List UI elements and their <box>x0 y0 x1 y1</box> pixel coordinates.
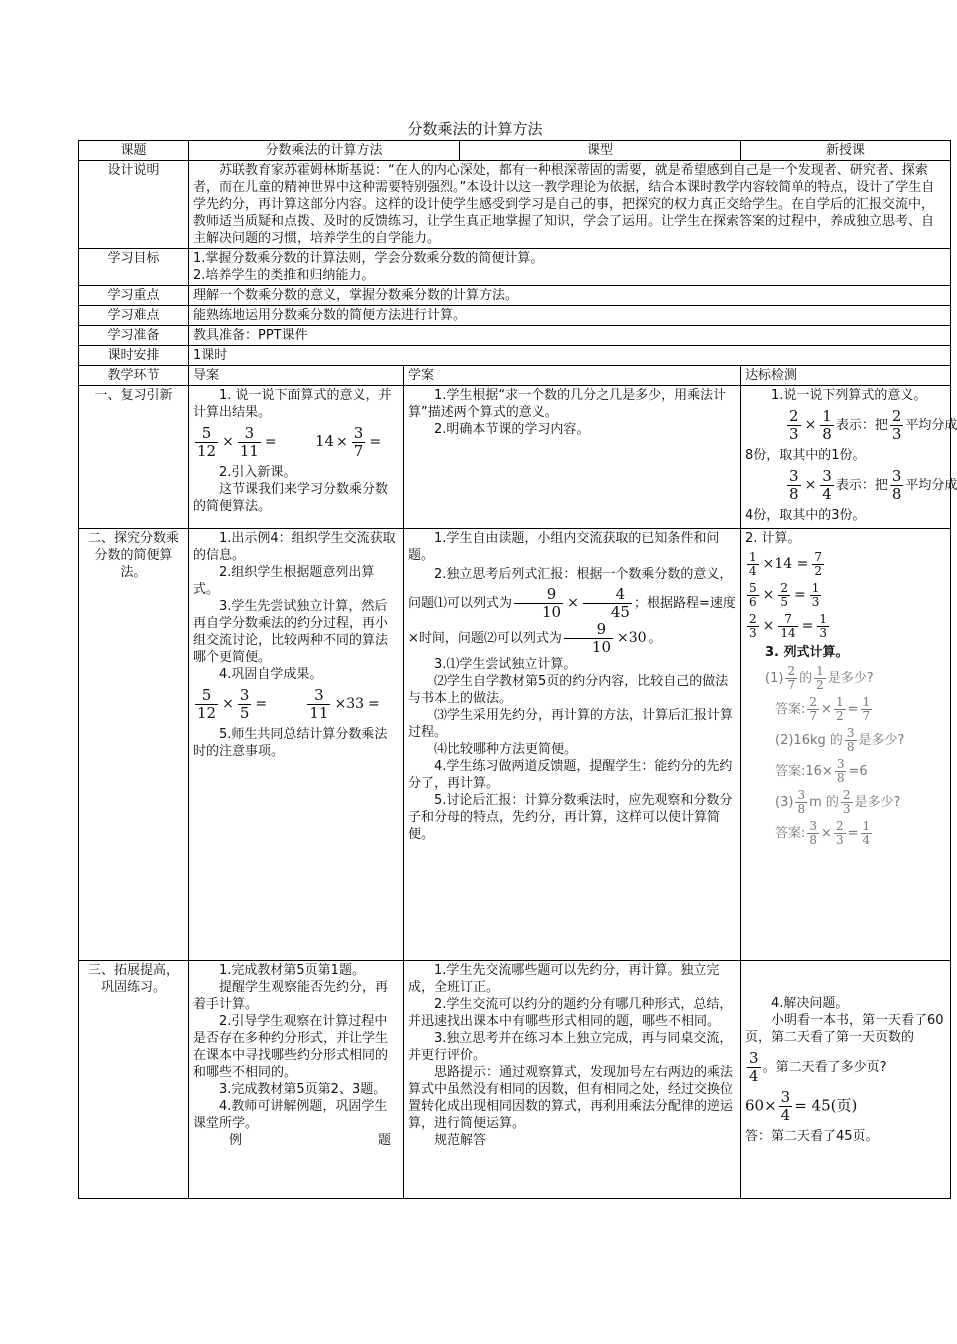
fraction: $\frac{2}{3}$ <box>789 407 799 443</box>
fraction: $\frac{9}{10}$ <box>564 621 613 656</box>
type-value: 新授课 <box>741 141 951 161</box>
study-text: 2.独立思考后列式汇报：根据一个数乘分数的意义，问题⑴可以列式为 $\frac{9}{10}$ × $\frac{4}{45}$ ；根据路程=速度×时间，问题⑵可以列式为 $\frac{9}{10}$ ×30 。 <box>408 567 736 656</box>
study-text: 1.学生自由读题，小组内交流获取的已知条件和问题。 <box>408 531 720 563</box>
guide-text: 2.组织学生根据题意列出算式。 <box>193 565 375 597</box>
type-label: 课型 <box>460 141 741 161</box>
column-header-row <box>79 366 951 386</box>
fraction: $\frac{1}{2}$ <box>816 664 824 692</box>
guide-text: 2.引导学生观察在计算过程中是否存在多种约分形式，并让学生在课本中寻找哪些约分形式相同的和哪些不相同的。 <box>193 1014 389 1080</box>
prep-row <box>79 326 951 346</box>
fraction: $\frac{2}{7}$ <box>787 664 796 692</box>
guide-text: 3.学生先尝试独立计算，然后再自学分数乘法的约分过程，再小组交流讨论，比较两种不同的算法哪个更简便。 <box>193 599 389 665</box>
check-text: 4.解决问题。 <box>771 996 849 1011</box>
study-text: 1.学生根据“求一个数的几分之几是多少，用乘法计算”描述两个算式的意义。 <box>408 388 727 420</box>
key-point-row <box>79 286 951 306</box>
check-heading: 2. 计算。 <box>745 531 801 546</box>
study-text: 2.学生交流可以约分的题约分有哪几种形式，总结，并迅速找出课本中有哪些形式相同的题，哪些不相同。 <box>408 997 733 1029</box>
guide-text: 5.师生共同总结计算分数乘法时的注意事项。 <box>193 727 388 759</box>
check-text: 1.说一说下列算式的意义。 <box>771 388 927 403</box>
fraction: $\frac{3}{8}$ <box>797 788 806 816</box>
math-expression: $\frac{3}{4}$ 。第二天看了多少页? <box>749 1049 887 1085</box>
schedule-row <box>79 346 951 366</box>
fraction: $\frac{3}{8}$ <box>809 819 818 847</box>
fraction: $\frac{2}{7}$ <box>809 695 818 723</box>
stage-label: 二、探究分数乘分数的简便算法。 <box>79 529 189 961</box>
schedule-label: 课时安排 <box>79 346 189 366</box>
design-row <box>79 161 951 249</box>
check-cell <box>741 961 951 1199</box>
math-expression: $\frac{1}{4}$ ×14 = $\frac{7}{2}$ <box>749 550 823 578</box>
fraction: $\frac{2}{5}$ <box>780 581 789 609</box>
math-expression: 答案: $\frac{2}{7}$ × $\frac{1}{2}$ = $\frac{1}{7}$ <box>775 695 871 723</box>
math-expression: $\frac{3}{8}$ × $\frac{3}{4}$ 表示：把 $\frac{3}{8}$ 平均分成 <box>789 467 957 503</box>
study-cell <box>404 386 741 529</box>
fraction: $\frac{5}{12}$ <box>197 424 217 460</box>
math-expression: $\frac{5}{12}$ × $\frac{3}{5}$ = $\frac{3}{11}$ ×33 = <box>197 686 380 722</box>
math-expression: $\frac{2}{3}$ × $\frac{1}{8}$ 表示：把 $\frac{2}{3}$ 平均分成 <box>789 407 957 443</box>
fraction: $\frac{3}{4}$ <box>780 1088 791 1124</box>
study-text: 4.学生练习做两道反馈题，提醒学生：能约分的先约分了，再计算。 <box>408 759 733 791</box>
design-text: 苏联教育家苏霍姆林斯基说：“在人的内心深处，都有一种根深蒂固的需要，就是希望感到自己是一个发现者、研究者、探索者，而在儿童的精神世界中这种需要特别强烈。”本设计以这一教学理论为依据，结合本课时教学内容较简单的特点，设计了学生自学先约分，再计算这部分内容。这样的设计使学生感受到学习是自己的事，把探究的权力真正交给学生。在自学后的汇报交流中，教师适当质疑和点拨、及时的反馈练习，让学生真正地掌握了知识，学会了运用。让学生在探索答案的过程中，养成独立思考、自主解决问题的习惯，培养学生的自学能力。 <box>193 163 935 246</box>
check-text: 答：第二天看了45页。 <box>745 1129 879 1144</box>
guide-cell <box>189 386 404 529</box>
guide-text: 1.出示例4：组织学生交流获取的信息。 <box>193 531 396 563</box>
math-expression: 答案:16× $\frac{3}{8}$ =6 <box>775 757 868 785</box>
fraction: $\frac{2}{3}$ <box>749 612 757 640</box>
section-review-row <box>79 386 951 529</box>
lesson-plan-table <box>78 140 957 1199</box>
study-cell <box>404 529 741 961</box>
topic-value: 分数乘法的计算方法 <box>189 141 460 161</box>
math-expression: $\frac{5}{12}$ × $\frac{3}{11}$ = 14 × $\frac{3}{7}$ = <box>197 424 382 460</box>
col-study: 学案 <box>404 366 741 386</box>
fraction: $\frac{3}{8}$ <box>836 757 845 785</box>
fraction: $\frac{5}{12}$ <box>197 686 217 722</box>
goal-item: 1.掌握分数乘分数的计算法则，学会分数乘分数的简便计算。 <box>193 251 544 266</box>
prep-text: 教具准备：PPT课件 <box>189 326 951 346</box>
section-explore-row <box>79 529 951 961</box>
guide-text: 1.完成教材第5页第1题。 <box>219 963 365 978</box>
header-row <box>79 141 951 161</box>
fraction: $\frac{1}{2}$ <box>835 695 844 723</box>
math-expression: (3) $\frac{3}{8}$ m 的 $\frac{2}{3}$ 是多少? <box>775 788 901 816</box>
fraction: $\frac{1}{4}$ <box>862 819 871 847</box>
math-expression: $\frac{2}{3}$ × $\frac{7}{14}$ = $\frac{1}{3}$ <box>749 612 828 640</box>
check-text: 小明看一本书，第一天看了60页，第二天看了第一天页数的 <box>745 1013 944 1045</box>
guide-text: 这节课我们来学习分数乘分数的简便算法。 <box>193 482 389 514</box>
check-text: 8份，取其中的1份。 <box>745 448 866 463</box>
math-expression: 60× $\frac{3}{4}$ = 45(页) <box>745 1088 858 1124</box>
guide-text: 2.引入新课。 <box>219 465 297 480</box>
study-text: ⑷比较哪种方法更简便。 <box>434 742 578 757</box>
fraction: $\frac{3}{8}$ <box>846 726 855 754</box>
key-point-text: 理解一个数乘分数的意义，掌握分数乘分数的计算方法。 <box>189 286 951 306</box>
fraction: $\frac{7}{2}$ <box>814 550 823 578</box>
section-extend-row <box>79 961 951 1199</box>
goal-item: 2.培养学生的类推和归纳能力。 <box>193 268 375 283</box>
study-text: ⑵学生自学教材第5页的约分内容，比较自己的做法与书本上的做法。 <box>408 674 729 706</box>
study-text: 规范解答 <box>434 1133 487 1148</box>
fraction: $\frac{1}{4}$ <box>749 550 757 578</box>
guide-text: 1. 说一说下面算式的意义，并计算出结果。 <box>193 388 392 420</box>
fraction: $\frac{2}{3}$ <box>842 788 851 816</box>
math-expression: (1) $\frac{2}{7}$ 的 $\frac{1}{2}$ 是多少? <box>765 664 874 692</box>
guide-cell <box>189 529 404 961</box>
fraction: $\frac{3}{4}$ <box>822 467 832 503</box>
fraction: $\frac{3}{8}$ <box>891 467 902 503</box>
fraction: $\frac{3}{8}$ <box>789 467 799 503</box>
col-stage: 教学环节 <box>79 366 189 386</box>
key-point-label: 学习重点 <box>79 286 189 306</box>
fraction: $\frac{2}{3}$ <box>891 407 902 443</box>
study-text: 1.学生先交流哪些题可以先约分，再计算。独立完成，全班订正。 <box>408 963 720 995</box>
fraction: $\frac{1}{7}$ <box>862 695 871 723</box>
topic-label: 课题 <box>79 141 189 161</box>
col-check: 达标检测 <box>741 366 951 386</box>
page-title: 分数乘法的计算方法 <box>407 120 543 138</box>
study-text: 5.讨论后汇报：计算分数乘法时，应先观察和分数分子和分母的特点，先约分，再计算，这样可以使计算简便。 <box>408 793 733 842</box>
check-cell <box>741 529 951 961</box>
guide-text: 3.完成教材第5页第2、3题。 <box>219 1082 387 1097</box>
study-cell <box>404 961 741 1199</box>
col-guide: 导案 <box>189 366 404 386</box>
fraction: $\frac{3}{11}$ <box>239 424 259 460</box>
fraction: $\frac{1}{8}$ <box>822 407 832 443</box>
study-text: 思路提示：通过观察算式，发现加号左右两边的乘法算式中虽然没有相同的因数，但有相同之处，经过交换位置转化成出现相同因数的算式，再利用乘法分配律的逆运算，进行简便运算。 <box>408 1065 734 1131</box>
fraction: $\frac{9}{10}$ <box>514 586 563 621</box>
prep-label: 学习准备 <box>79 326 189 346</box>
fraction: $\frac{5}{6}$ <box>749 581 757 609</box>
study-text: 2.明确本节课的学习内容。 <box>434 422 590 437</box>
study-text: 3.独立思考并在练习本上独立完成，再与同桌交流，并更行评价。 <box>408 1031 733 1063</box>
fraction: $\frac{3}{11}$ <box>309 686 329 722</box>
study-text: 3.⑴学生尝试独立计算。 <box>434 657 577 672</box>
fraction: $\frac{4}{45}$ <box>583 586 632 621</box>
fraction: $\frac{1}{3}$ <box>811 581 820 609</box>
difficulty-text: 能熟练地运用分数乘分数的简便方法进行计算。 <box>189 306 951 326</box>
fraction: $\frac{3}{5}$ <box>239 686 250 722</box>
guide-text: 提醒学生观察能否先约分，再着手计算。 <box>193 980 389 1012</box>
check-cell <box>741 386 957 529</box>
math-expression: (2)16kg 的 $\frac{3}{8}$ 是多少? <box>775 726 905 754</box>
guide-text: 4.巩固自学成果。 <box>219 667 323 682</box>
stage-label: 三、拓展提高，巩固练习。 <box>79 961 189 1199</box>
fraction: $\frac{2}{3}$ <box>835 819 844 847</box>
stage-label: 一、复习引新 <box>79 386 189 529</box>
check-text: 4份，取其中的3份。 <box>745 508 866 523</box>
math-expression: 答案: $\frac{3}{8}$ × $\frac{2}{3}$ = $\frac{1}{4}$ <box>775 819 871 847</box>
difficulty-row <box>79 306 951 326</box>
guide-text: 例 题 <box>229 1133 391 1148</box>
fraction: $\frac{3}{7}$ <box>353 424 364 460</box>
fraction: $\frac{7}{14}$ <box>780 612 796 640</box>
math-expression: $\frac{5}{6}$ × $\frac{2}{5}$ = $\frac{1}{3}$ <box>749 581 820 609</box>
design-label: 设计说明 <box>79 161 189 249</box>
goals-row <box>79 249 951 286</box>
study-text: ⑶学生采用先约分，再计算的方法，计算后汇报计算过程。 <box>408 708 734 740</box>
guide-cell <box>189 961 404 1199</box>
difficulty-label: 学习难点 <box>79 306 189 326</box>
check-heading: 3. 列式计算。 <box>765 645 849 660</box>
guide-text: 4.教师可讲解例题，巩固学生课堂所学。 <box>193 1099 388 1131</box>
goals-label: 学习目标 <box>79 249 189 286</box>
fraction: $\frac{1}{3}$ <box>819 612 828 640</box>
schedule-text: 1课时 <box>189 346 951 366</box>
fraction: $\frac{3}{4}$ <box>749 1049 759 1085</box>
